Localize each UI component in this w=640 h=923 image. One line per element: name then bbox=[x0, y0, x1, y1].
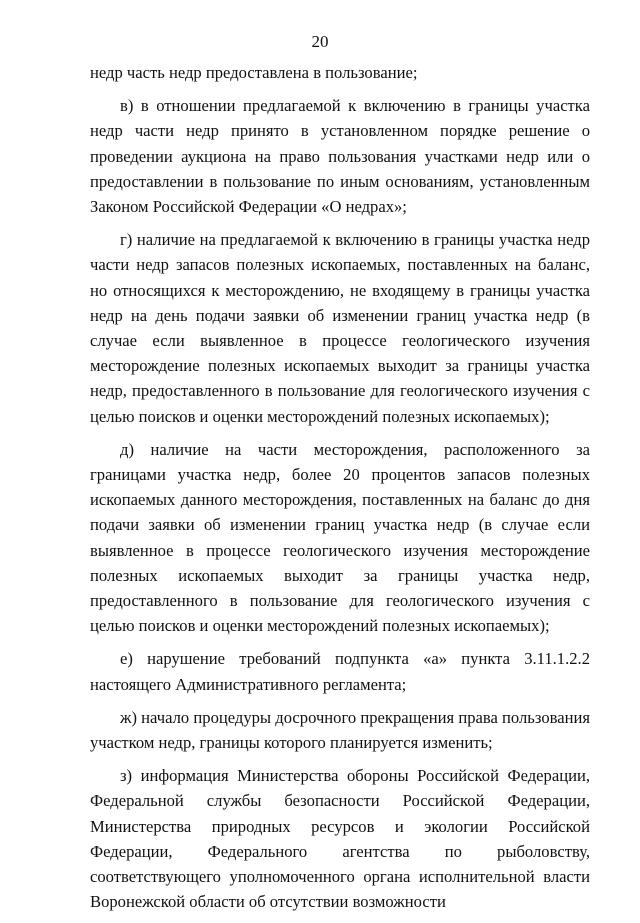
paragraph-item-zh: ж) начало процедуры досрочного прекращения права пользования участком недр, границы которого планируется изменить; bbox=[90, 707, 590, 753]
paragraph-item-z: з) информация Министерства обороны Российской Федерации, Федеральной службы безопасности Российской Федерации, Министерства природных ресурсов и экологии Российской Федерации, Федерального агентства по рыболовству, соответствующего уполномоченного органа исполнительной власти Воронежской области об отсутствии возможности bbox=[90, 766, 590, 912]
paragraph-item-e: е) нарушение требований подпункта «а» пункта 3.11.1.2.2 настоящего Административного регламента; bbox=[90, 649, 590, 694]
page-number: 20 bbox=[311, 32, 329, 51]
paragraph-item-v: в) в отношении предлагаемой к включению в границы участка недр части недр принято в установленном порядке решение о проведении аукциона на право пользования участками недр или о предоставлении в пользование по иным основаниям, установленным Законом Российской Федерации «О недрах»; bbox=[90, 96, 590, 217]
paragraph-item-d: д) наличие на части месторождения, расположенного за границами участка недр, более 20 процентов запасов полезных ископаемых данного месторождения, поставленных на баланс до дня подачи заявки об изменении границ участка недр (в случае если выявленное в процессе геологического изучения месторождение полезных ископаемых выходит за границы участка недр, предоставленного в пользование для геологического изучения с целью поисков и оценки месторождений полезных ископаемых); bbox=[90, 439, 590, 636]
paragraph-continuation: недр часть недр предоставлена в пользование; bbox=[90, 63, 418, 82]
paragraph-item-g: г) наличие на предлагаемой к включению в границы участка недр части недр запасов полезных ископаемых, поставленных на баланс, но относящихся к месторождению, не входящему в границы участка недр на день подачи заявки об изменении границ участка недр (в случае если выявленное в процессе геологического изучения месторождение полезных ископаемых выходит за границы участка недр, предоставленного в пользование для геологического изучения с целью поисков и оценки месторождений полезных ископаемых); bbox=[90, 230, 590, 426]
document-body bbox=[90, 60, 590, 923]
